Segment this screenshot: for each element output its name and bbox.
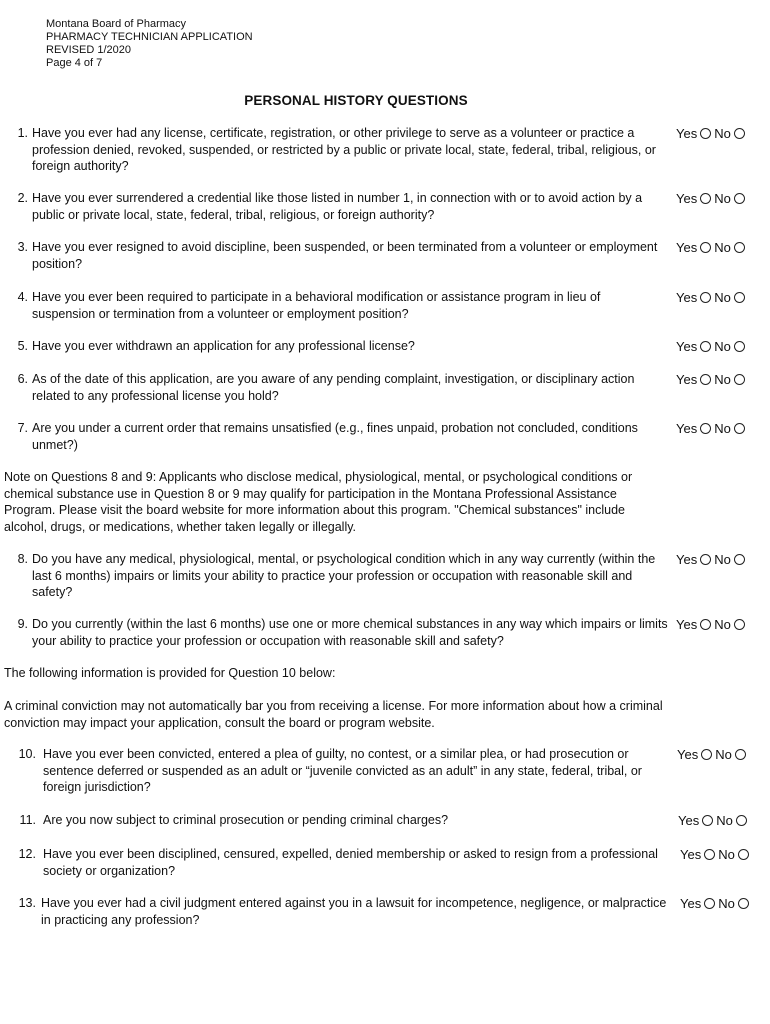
question-number: 2. xyxy=(17,191,28,205)
no-radio[interactable] xyxy=(734,619,745,630)
question-number: 11. xyxy=(19,813,36,827)
yes-label: Yes xyxy=(680,846,702,862)
note-questions-8-9: Note on Questions 8 and 9: Applicants who disclose medical, physiological, mental, or psychological conditions or chemical substance use in Question 8 or 9 may qualify for participation in the Montana Professional Assistance Program. Please visit the board website for more information about this program. "Chemical substances" include alcohol, drugs, or medications, whether taken legally or illegally. xyxy=(4,470,633,534)
question-number: 9. xyxy=(17,617,28,631)
yes-no-group xyxy=(676,616,748,633)
yes-radio[interactable] xyxy=(700,619,711,630)
yes-label: Yes xyxy=(676,551,698,567)
yes-radio[interactable] xyxy=(702,815,713,826)
no-radio[interactable] xyxy=(738,898,749,909)
yes-radio[interactable] xyxy=(704,898,715,909)
yes-no-group xyxy=(676,338,748,355)
yes-label: Yes xyxy=(676,289,698,305)
question-text: Have you ever had any license, certificate, registration, or other privilege to serve as a volunteer or practice a profession denied, revoked, suspended, or restricted by a public or private local, state, federal, tribal, religious, or foreign authority? xyxy=(32,126,656,173)
yes-radio[interactable] xyxy=(701,749,712,760)
question-number: 12. xyxy=(18,847,36,861)
yes-no-group xyxy=(676,125,748,142)
yes-label: Yes xyxy=(676,239,698,255)
no-label: No xyxy=(714,551,731,567)
question-text: Are you under a current order that remains unsatisfied (e.g., fines unpaid, probation not concluded, conditions unmet?) xyxy=(32,421,638,452)
yes-label: Yes xyxy=(676,420,698,436)
question-text: Have you ever been convicted, entered a plea of guilty, no contest, or a similar plea, or had prosecution or sentence deferred or suspended as an adult or “juvenile convicted as an adult” in any state, federal, tribal, or foreign jurisdiction? xyxy=(43,747,642,794)
question-number: 1. xyxy=(17,126,28,140)
question-number: 10. xyxy=(18,747,36,761)
criminal-conviction-note: A criminal conviction may not automatically bar you from receiving a license. For more information about how a criminal conviction may impact your application, consult the board or program website. xyxy=(4,699,663,730)
no-label: No xyxy=(714,190,731,206)
yes-radio[interactable] xyxy=(704,849,715,860)
yes-no-group xyxy=(678,812,750,829)
document-header xyxy=(46,18,253,70)
form-name: PHARMACY TECHNICIAN APPLICATION xyxy=(46,31,253,43)
yes-no-group xyxy=(676,420,748,437)
question-number: 13. xyxy=(18,896,36,910)
yes-no-group xyxy=(676,289,748,306)
question-number: 3. xyxy=(17,240,28,254)
yes-label: Yes xyxy=(676,371,698,387)
yes-no-group xyxy=(676,239,748,256)
yes-radio[interactable] xyxy=(700,423,711,434)
question-text: Have you ever been disciplined, censured, expelled, denied membership or asked to resign from a professional society or organization? xyxy=(43,847,658,878)
yes-no-group xyxy=(676,551,748,568)
yes-radio[interactable] xyxy=(700,374,711,385)
yes-no-group xyxy=(680,846,752,863)
question-text: Do you have any medical, physiological, mental, or psychological condition which in any way currently (within the last 6 months) impairs or limits your ability to practice your profession or occupation with reasonable skill and safety? xyxy=(32,552,656,599)
yes-no-group xyxy=(676,190,748,207)
question-number: 4. xyxy=(17,290,28,304)
question-text: Do you currently (within the last 6 months) use one or more chemical substances in any way which impairs or limits your ability to practice your profession or occupation with reasonable skill and safety? xyxy=(32,617,668,648)
no-label: No xyxy=(718,895,735,911)
question-text: Have you ever been required to participate in a behavioral modification or assistance program in lieu of suspension or termination from a volunteer or employment position? xyxy=(32,290,601,321)
yes-no-group xyxy=(680,895,752,912)
question-number: 8. xyxy=(17,552,28,566)
no-label: No xyxy=(716,812,733,828)
no-label: No xyxy=(718,846,735,862)
yes-radio[interactable] xyxy=(700,242,711,253)
yes-label: Yes xyxy=(676,190,698,206)
no-label: No xyxy=(715,746,732,762)
no-label: No xyxy=(714,420,731,436)
question-text: Have you ever resigned to avoid discipline, been suspended, or been terminated from a volunteer or employment position? xyxy=(32,240,658,271)
yes-label: Yes xyxy=(678,812,700,828)
yes-radio[interactable] xyxy=(700,554,711,565)
question-text: As of the date of this application, are you aware of any pending complaint, investigation, or disciplinary action related to any professional license you hold? xyxy=(32,372,635,403)
yes-radio[interactable] xyxy=(700,128,711,139)
yes-label: Yes xyxy=(676,616,698,632)
no-radio[interactable] xyxy=(734,341,745,352)
yes-label: Yes xyxy=(676,125,698,141)
no-radio[interactable] xyxy=(736,815,747,826)
no-radio[interactable] xyxy=(734,292,745,303)
yes-label: Yes xyxy=(676,338,698,354)
yes-label: Yes xyxy=(677,746,699,762)
no-label: No xyxy=(714,338,731,354)
no-label: No xyxy=(714,616,731,632)
page-title: PERSONAL HISTORY QUESTIONS xyxy=(244,93,468,108)
yes-radio[interactable] xyxy=(700,193,711,204)
question-number: 5. xyxy=(17,339,28,353)
no-radio[interactable] xyxy=(734,193,745,204)
no-radio[interactable] xyxy=(734,423,745,434)
question-number: 6. xyxy=(17,372,28,386)
no-radio[interactable] xyxy=(734,128,745,139)
no-label: No xyxy=(714,125,731,141)
yes-radio[interactable] xyxy=(700,292,711,303)
question-text: Have you ever had a civil judgment entered against you in a lawsuit for incompetence, negligence, or malpractice in practicing any profession? xyxy=(41,896,667,927)
yes-label: Yes xyxy=(680,895,702,911)
no-radio[interactable] xyxy=(734,242,745,253)
question-text: Have you ever surrendered a credential like those listed in number 1, in connection with or to avoid action by a public or private local, state, federal, tribal, religious, or foreign authority? xyxy=(32,191,643,222)
no-label: No xyxy=(714,371,731,387)
question-text: Have you ever withdrawn an application for any professional license? xyxy=(32,339,415,353)
question-text: Are you now subject to criminal prosecution or pending criminal charges? xyxy=(43,813,449,827)
yes-no-group xyxy=(677,746,749,763)
question-number: 7. xyxy=(17,421,28,435)
info-question-10: The following information is provided for Question 10 below: xyxy=(4,666,336,680)
no-label: No xyxy=(714,239,731,255)
yes-no-group xyxy=(676,371,748,388)
no-radio[interactable] xyxy=(734,374,745,385)
no-radio[interactable] xyxy=(734,554,745,565)
page-number: Page 4 of 7 xyxy=(46,57,103,69)
revision-date: REVISED 1/2020 xyxy=(46,44,131,56)
no-radio[interactable] xyxy=(738,849,749,860)
no-radio[interactable] xyxy=(735,749,746,760)
no-label: No xyxy=(714,289,731,305)
yes-radio[interactable] xyxy=(700,341,711,352)
board-name: Montana Board of Pharmacy xyxy=(46,18,187,30)
